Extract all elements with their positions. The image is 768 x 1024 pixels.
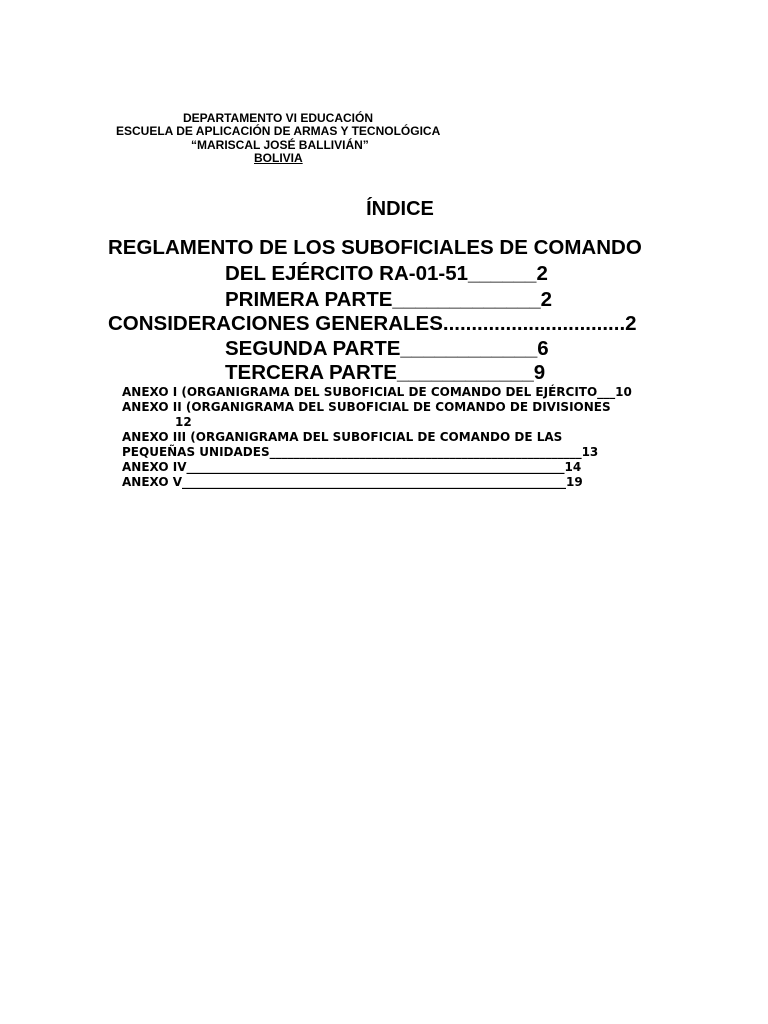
header-department: DEPARTAMENTO VI EDUCACIÓN <box>183 111 374 125</box>
toc-entry-tercera-parte: TERCERA PARTE____________9 <box>225 361 546 384</box>
toc-entry-segunda-parte: SEGUNDA PARTE____________6 <box>225 337 549 360</box>
toc-annex-iii-cont: PEQUEÑAS UNIDADES____________________________________________________13 <box>122 445 599 459</box>
toc-annex-ii-page: 12 <box>175 415 192 429</box>
toc-entry-del-ejercito: DEL EJÉRCITO RA-01-51______2 <box>225 262 548 285</box>
header-school-name: “MARISCAL JOSÉ BALLIVIÁN” <box>191 138 369 152</box>
toc-entry-reglamento: REGLAMENTO DE LOS SUBOFICIALES DE COMANDO <box>108 236 642 259</box>
header-country: BOLIVIA <box>254 151 303 165</box>
header-school: ESCUELA DE APLICACIÓN DE ARMAS Y TECNOLÓGICA <box>116 124 441 138</box>
toc-entry-consideraciones: CONSIDERACIONES GENERALES................................2 <box>108 312 637 335</box>
toc-entry-primera-parte: PRIMERA PARTE_____________2 <box>225 288 553 311</box>
toc-annex-v: ANEXO V________________________________________________________________19 <box>122 475 583 489</box>
toc-annex-ii: ANEXO II (ORGANIGRAMA DEL SUBOFICIAL DE COMANDO DE DIVISIONES <box>122 400 611 414</box>
toc-annex-iii: ANEXO III (ORGANIGRAMA DEL SUBOFICIAL DE COMANDO DE LAS <box>122 430 563 444</box>
toc-annex-iv: ANEXO IV_______________________________________________________________14 <box>122 460 582 474</box>
index-title: ÍNDICE <box>366 198 434 220</box>
toc-annex-i: ANEXO I (ORGANIGRAMA DEL SUBOFICIAL DE COMANDO DEL EJÉRCITO___10 <box>122 385 632 399</box>
